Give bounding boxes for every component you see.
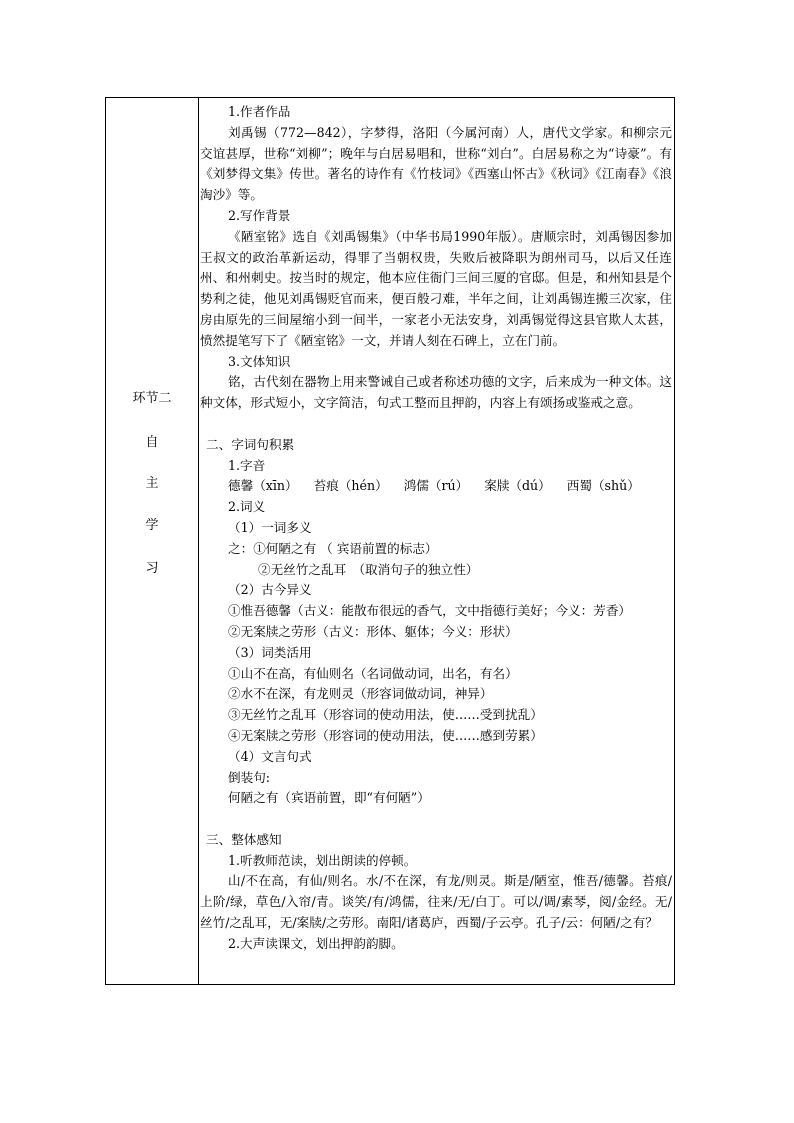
author-paragraph: 刘禹锡（772—842），字梦得，洛阳（今属河南）人，唐代文学家。和柳宗元交谊甚厚，世称“刘柳”；晚年与白居易唱和，世称“刘白”。白居易称之为“诗豪”。有《刘梦得文集》传世。著名的诗作有《竹枝词》《西塞山怀古》《秋词》《江南春》《浪淘沙》等。 <box>200 124 672 203</box>
background-heading: 2.写作背景 <box>228 207 291 223</box>
stage-char-1: 自 <box>145 435 159 450</box>
stage-label: 环节二 <box>132 391 172 406</box>
background-paragraph: 《陋室铭》选自《刘禹锡集》（中华书局1990年版）。唐顺宗时，刘禹锡因参加王叔文的政治革新运动，得罪了当朝权贵，失败后被降职为朗州司马，以后又任连州、和州刺史。按当时的规定，他本应住衙门三间三厦的官邸。但是，和州知县是个势利之徒，他见刘禹锡贬官而来，便百般刁难，半年之间，让刘禹锡连搬三次家，住房由原先的三间屋缩小到一间半，一家老小无法安身，刘禹锡觉得这县官欺人太甚，愤然提笔写下了《陋室铭》一文，并请人刻在石碑上，立在门前。 <box>200 228 672 348</box>
reading-task-2: 2.大声读课文，划出押韵韵脚。 <box>228 935 404 951</box>
ancient-modern-heading: （2）古今异义 <box>228 582 312 598</box>
phonetic-item: 德馨（xīn） <box>228 478 298 494</box>
genre-paragraph: 铭，古代刻在器物上用来警诫自己或者称述功德的文字，后来成为一种文体。这种文体，形式短小，文字简洁，句式工整而且押韵，内容上有颂扬或鉴戒之意。 <box>200 374 672 411</box>
pronunciation-heading: 1.字音 <box>228 457 266 473</box>
stage-char-4: 习 <box>145 561 159 576</box>
overview-section-title: 三、整体感知 <box>206 831 282 847</box>
content-cell <box>200 102 672 955</box>
meaning-heading: 2.词义 <box>228 499 266 515</box>
reading-pause-text: 山/不在高，有仙/则名。水/不在深，有龙/则灵。斯是/陋室，惟吾/德馨。苔痕/上阶/绿，草色/入帘/青。谈笑/有/鸿儒，往来/无/白丁。可以/调/素琴，阅/金经。无/丝竹/之乱耳，无/案牍/之劳形。南阳/诸葛庐，西蜀/子云亭。孔子/云：何陋/之有？ <box>200 873 672 931</box>
word-class-item: ④无案牍之劳形（形容词的使动用法，使……感到劳累） <box>228 727 543 743</box>
genre-heading: 3.文体知识 <box>228 353 291 369</box>
vocab-section-title: 二、字词句积累 <box>206 436 295 452</box>
sentence-pattern-heading: （4）文言句式 <box>228 748 312 764</box>
word-class-heading: （3）词类活用 <box>228 644 312 660</box>
column-divider <box>198 98 199 984</box>
ancient-modern-item: ①惟吾德馨（古义：能散布很远的香气，文中指德行美好；今义：芳香） <box>228 603 631 619</box>
phonetic-item: 案牍（dú） <box>484 478 551 494</box>
sentence-pattern-label: 倒装句: <box>228 769 271 785</box>
polysemy-item: ②无丝竹之乱耳 （取消句子的独立性） <box>258 561 479 577</box>
author-heading: 1.作者作品 <box>228 104 291 119</box>
polysemy-item: 之：①何陋之有 （ 宾语前置的标志） <box>228 540 438 556</box>
sentence-pattern-item: 何陋之有（宾语前置，即“有何陋”） <box>228 790 430 806</box>
reading-task-1: 1.听教师范读，划出朗读的停顿。 <box>228 852 417 868</box>
stage-char-2: 主 <box>145 476 159 491</box>
phonetic-item: 鸿儒（rú） <box>403 478 469 494</box>
stage-label-cell <box>106 98 198 984</box>
pronunciation-list <box>200 476 672 497</box>
ancient-modern-item: ②无案牍之劳形（古义：形体、躯体；今义：形状） <box>228 623 518 639</box>
phonetic-item: 西蜀（shǔ） <box>566 478 640 494</box>
lesson-table <box>105 97 675 985</box>
phonetic-item: 苔痕（hén） <box>313 478 388 494</box>
word-class-item: ③无丝竹之乱耳（形容词的使动用法，使……受到扰乱） <box>228 707 543 723</box>
word-class-item: ①山不在高，有仙则名（名词做动词，出名，有名） <box>228 665 518 681</box>
polysemy-heading: （1）一词多义 <box>228 519 312 535</box>
word-class-item: ②水不在深，有龙则灵（形容词做动词，神异） <box>228 686 493 702</box>
stage-char-3: 学 <box>145 518 159 533</box>
